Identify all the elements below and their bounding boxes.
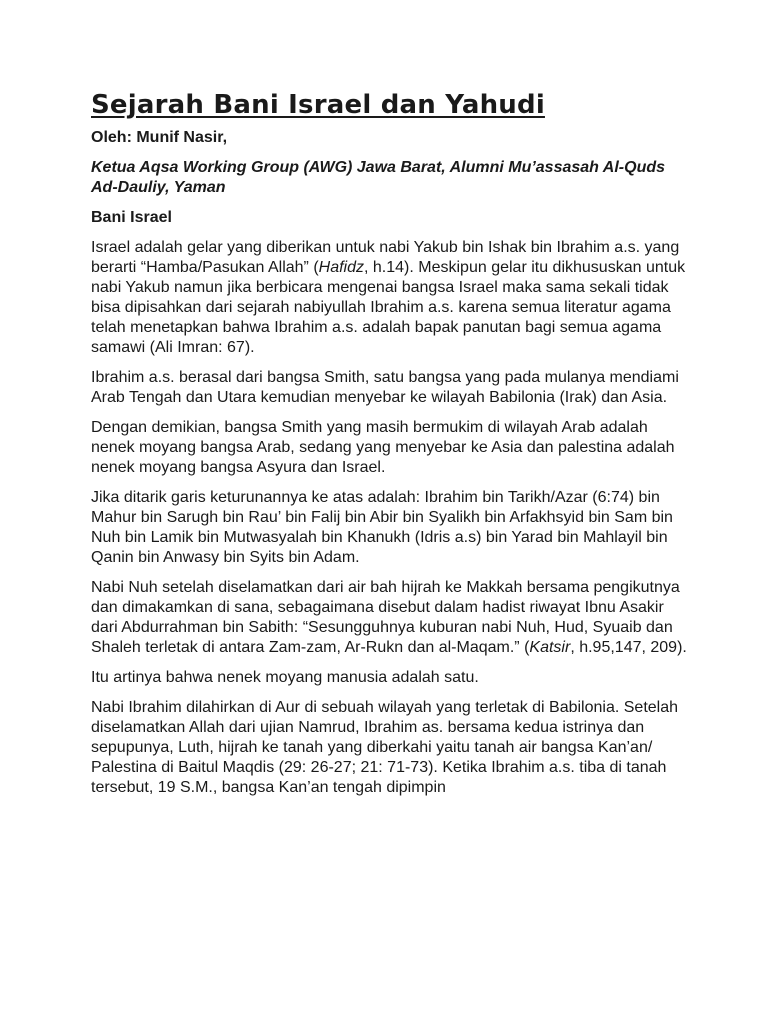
paragraph-2: Ibrahim a.s. berasal dari bangsa Smith, satu bangsa yang pada mulanya mendiami Arab Tengah dan Utara kemudian menyebar ke wilayah Babilonia (Irak) dan Asia.	[91, 369, 679, 406]
document-title: Sejarah Bani Israel dan Yahudi	[91, 90, 545, 120]
paragraph-5-text-a: Nabi Nuh setelah diselamatkan dari air bah hijrah ke Makkah bersama pengikutnya dan dimakamkan di sana, sebagaimana disebut dalam hadist riwayat Ibnu Asakir dari Abdurrahman bin Sabith: “Sesungguhnya kuburan nabi Nuh, Hud, Syuaib dan Shaleh terletak di antara Zam-zam, Ar-Rukn dan al-Maqam.” (	[91, 579, 680, 656]
author-line: Oleh: Munif Nasir,	[91, 129, 228, 146]
paragraph-4: Jika ditarik garis keturunannya ke atas adalah: Ibrahim bin Tarikh/Azar (6:74) bin Mahur bin Sarugh bin Rau’ bin Falij bin Abir bin Syalikh bin Arfakhsyid bin Sam bin Nuh bin Lamik bin Mutwasyalah bin Khanukh (Idris a.s) bin Yarad bin Mahlayil bin Qanin bin Anwasy bin Syits bin Adam.	[91, 489, 673, 566]
paragraph-5-citation: Katsir	[529, 639, 571, 656]
paragraph-3: Dengan demikian, bangsa Smith yang masih bermukim di wilayah Arab adalah nenek moyang bangsa Arab, sedang yang menyebar ke Asia dan palestina adalah nenek moyang bangsa Asyura dan Israel.	[91, 419, 675, 476]
paragraph-1-text-b: , h.14). Meskipun gelar itu dikhususkan untuk nabi Yakub namun jika berbicara mengenai bangsa Israel maka sama sekali tidak bisa dipisahkan dari sejarah nabiyullah Ibrahim a.s. karena semua literatur agama telah menetapkan bahwa Ibrahim a.s. adalah bapak panutan bagi semua agama samawi (Ali Imran: 67).	[91, 259, 686, 356]
paragraph-1-citation: Hafidz	[318, 259, 365, 276]
paragraph-1-text-a: Israel adalah gelar yang diberikan untuk nabi Yakub bin Ishak bin Ibrahim a.s. yang berarti “Hamba/Pasukan Allah” (	[91, 239, 680, 276]
paragraph-5	[91, 578, 688, 658]
author-affiliation: Ketua Aqsa Working Group (AWG) Jawa Barat, Alumni Mu’assasah Al-Quds Ad-Dauliy, Yaman	[91, 159, 666, 196]
paragraph-6: Itu artinya bahwa nenek moyang manusia adalah satu.	[91, 669, 479, 686]
paragraph-7: Nabi Ibrahim dilahirkan di Aur di sebuah wilayah yang terletak di Babilonia. Setelah diselamatkan Allah dari ujian Namrud, Ibrahim as. bersama kedua istrinya dan sepupunya, Luth, hijrah ke tanah yang diberkahi yaitu tanah air bangsa Kan’an/ Palestina di Baitul Maqdis (29: 26-27; 21: 71-73). Ketika Ibrahim a.s. tiba di tanah tersebut, 19 S.M., bangsa Kan’an tengah dipimpin	[91, 699, 679, 796]
section-heading: Bani Israel	[91, 209, 172, 226]
paragraph-5-text-b: , h.95,147, 209).	[570, 639, 687, 656]
paragraph-1	[91, 238, 688, 358]
